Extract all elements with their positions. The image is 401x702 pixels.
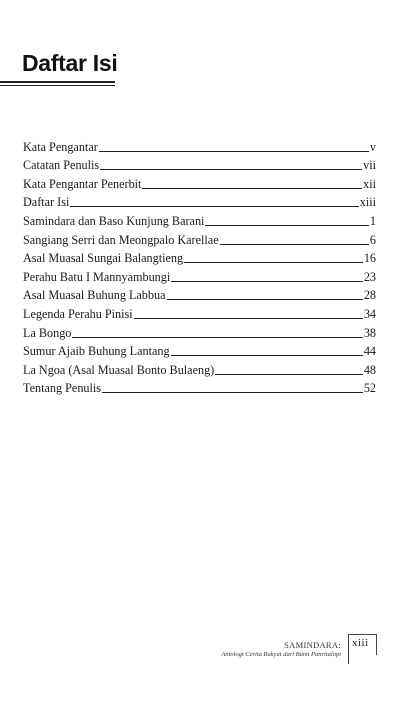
toc-entry-page: 38 xyxy=(363,325,376,340)
toc-entry-title: Sumur Ajaib Buhung Lantang xyxy=(23,344,170,359)
toc-entry-page: 28 xyxy=(363,288,376,303)
toc-entry xyxy=(23,340,376,359)
toc-entry-title: La Bongo xyxy=(23,325,72,340)
toc-entry-title: Catatan Penulis xyxy=(23,158,100,173)
toc-leader-line xyxy=(205,225,368,226)
toc-entry-title: Kata Pengantar Penerbit xyxy=(23,176,142,191)
toc-entry xyxy=(23,135,376,154)
table-of-contents xyxy=(23,135,376,395)
toc-entry xyxy=(23,377,376,396)
toc-leader-line xyxy=(171,281,363,282)
toc-leader-line xyxy=(70,206,358,207)
toc-leader-line xyxy=(167,299,363,300)
toc-entry-page: 23 xyxy=(363,269,376,284)
toc-entry-page: 16 xyxy=(363,251,376,266)
toc-entry-title: Samindara dan Baso Kunjung Barani xyxy=(23,213,205,228)
toc-leader-line xyxy=(99,151,369,152)
toc-entry xyxy=(23,302,376,321)
toc-leader-line xyxy=(102,392,363,393)
toc-entry-title: Perahu Batu I Mannyambungi xyxy=(23,269,171,284)
page-number: xiii xyxy=(352,637,369,649)
page-title: Daftar Isi xyxy=(22,50,118,76)
toc-leader-line xyxy=(134,318,363,319)
book-series-title: SAMINDARA: xyxy=(284,640,341,650)
toc-entry-title: Sangiang Serri dan Meongpalo Karellae xyxy=(23,232,219,247)
toc-entry xyxy=(23,284,376,303)
toc-leader-line xyxy=(171,355,363,356)
toc-entry xyxy=(23,209,376,228)
toc-entry-title: Daftar Isi xyxy=(23,195,70,210)
toc-entry xyxy=(23,172,376,191)
toc-leader-line xyxy=(215,374,363,375)
title-rule-thin xyxy=(0,85,115,86)
toc-entry-page: vii xyxy=(363,158,376,173)
toc-leader-line xyxy=(220,244,369,245)
toc-entry-page: v xyxy=(369,139,376,154)
toc-entry-page: 52 xyxy=(363,381,376,396)
toc-entry-title: La Ngoa (Asal Muasal Bonto Bulaeng) xyxy=(23,362,215,377)
toc-entry-page: 1 xyxy=(369,213,376,228)
toc-entry xyxy=(23,321,376,340)
toc-leader-line xyxy=(100,169,362,170)
toc-entry xyxy=(23,247,376,266)
running-footer xyxy=(221,640,341,658)
toc-entry xyxy=(23,154,376,173)
toc-entry-page: xiii xyxy=(359,195,376,210)
toc-entry-title: Asal Muasal Sungai Balangtieng xyxy=(23,251,184,266)
toc-entry-page: 48 xyxy=(363,362,376,377)
toc-entry-title: Legenda Perahu Pinisi xyxy=(23,306,133,321)
toc-leader-line xyxy=(184,262,363,263)
toc-entry xyxy=(23,265,376,284)
toc-entry-page: 44 xyxy=(363,344,376,359)
toc-entry-page: 34 xyxy=(363,306,376,321)
toc-leader-line xyxy=(72,337,362,338)
toc-entry-title: Tentang Penulis xyxy=(23,381,102,396)
title-rule-thick xyxy=(0,81,115,83)
toc-entry xyxy=(23,191,376,210)
toc-entry-page: 6 xyxy=(369,232,376,247)
toc-entry-title: Asal Muasal Buhung Labbua xyxy=(23,288,166,303)
toc-entry-page: xii xyxy=(363,176,376,191)
toc-leader-line xyxy=(142,188,362,189)
toc-entry xyxy=(23,358,376,377)
book-subtitle: Antologi Cerita Rakyat dari Bumi Panritalopi xyxy=(221,651,341,658)
toc-entry-title: Kata Pengantar xyxy=(23,139,98,154)
toc-entry xyxy=(23,228,376,247)
